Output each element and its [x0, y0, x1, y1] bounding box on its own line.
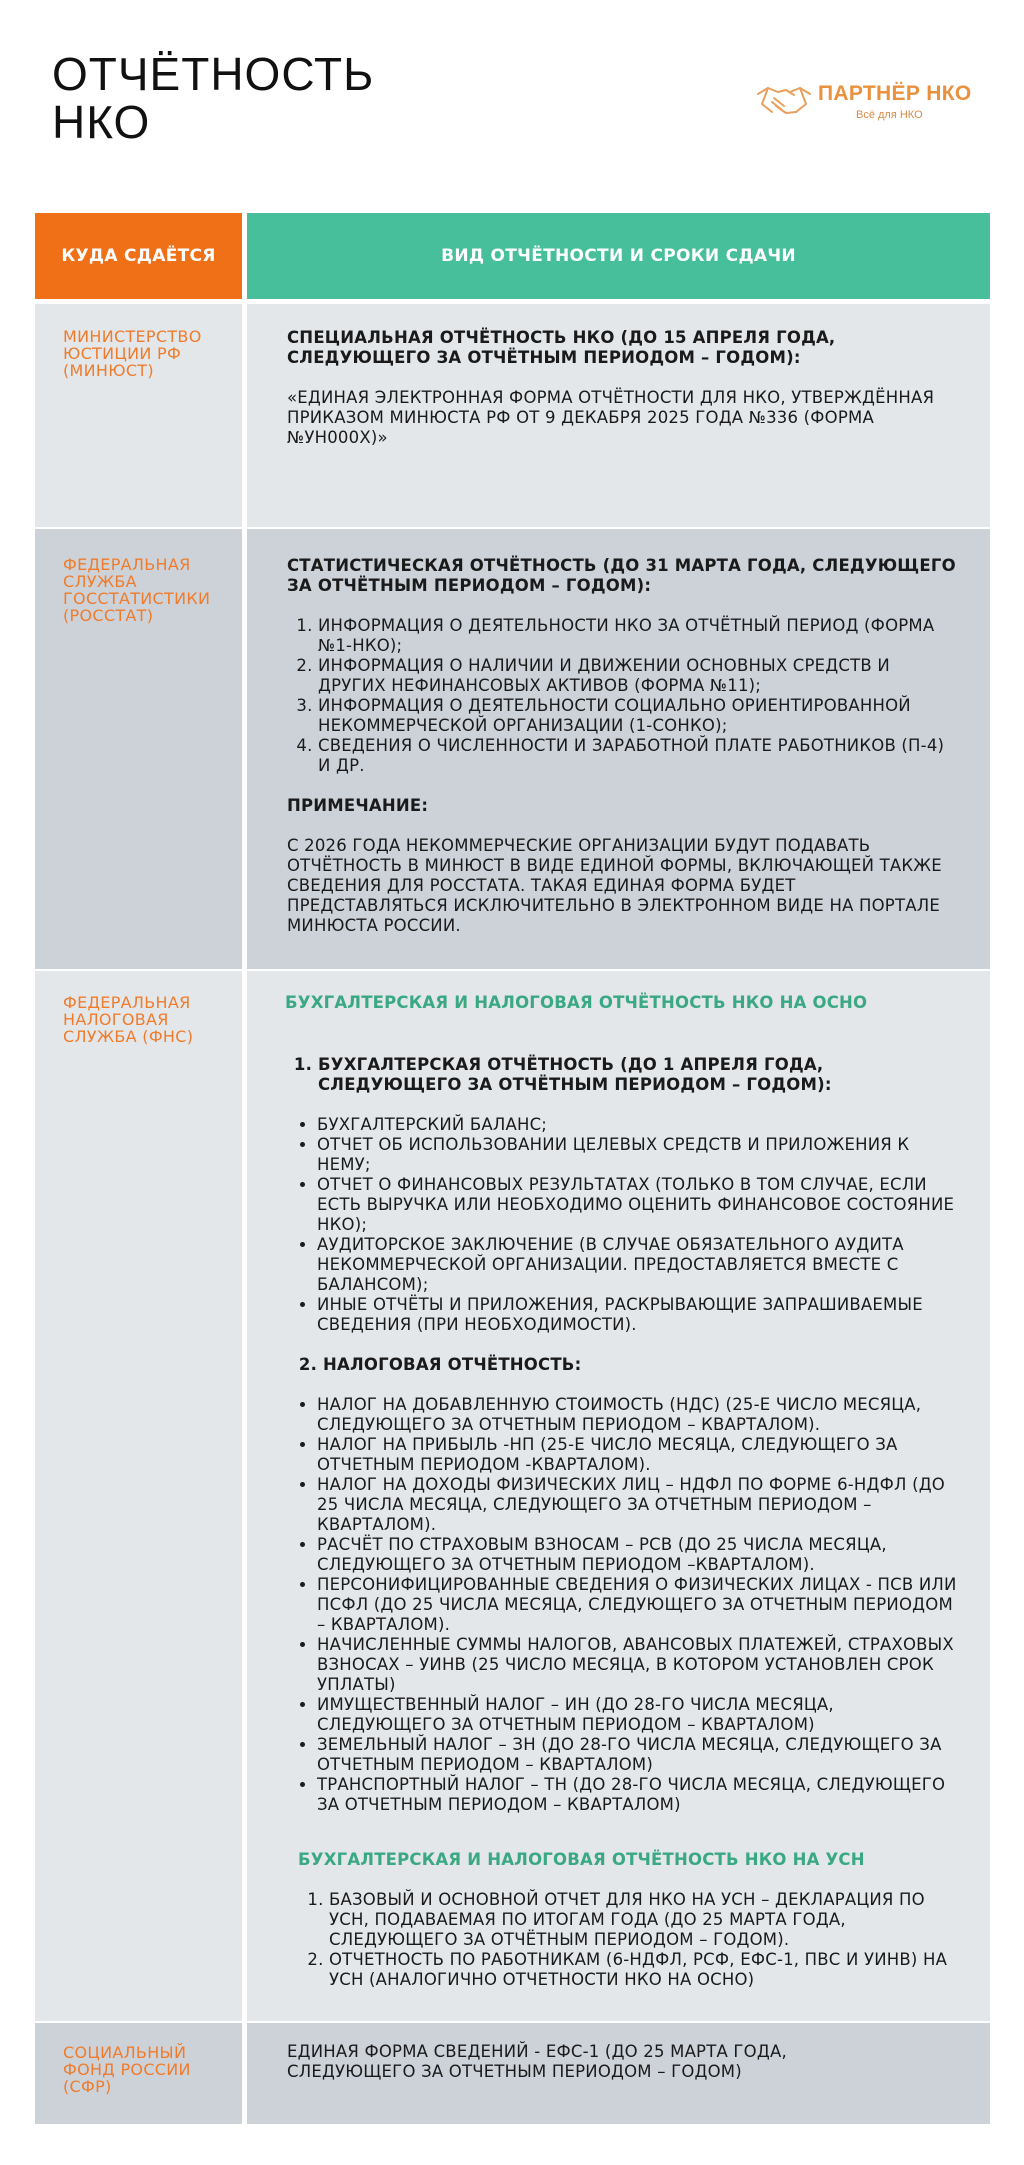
list-item: 4. СВЕДЕНИЯ О ЧИСЛЕННОСТИ И ЗАРАБОТНОЙ ПЛАТЕ РАБОТНИКОВ (П-4) И ДР. [318, 736, 960, 776]
rosstat-list [318, 616, 960, 776]
rosstat-note-heading: ПРИМЕЧАНИЕ: [287, 796, 429, 815]
rosstat-note-text: С 2026 ГОДА НЕКОММЕРЧЕСКИЕ ОРГАНИЗАЦИИ БУДУТ ПОДАВАТЬ ОТЧЁТНОСТЬ В МИНЮСТ В ВИДЕ ЕДИНОЙ ФОРМЫ, ВКЛЮЧАЮЩЕЙ ТАКЖЕ СВЕДЕНИЯ ДЛЯ РОССТАТА. ТАКАЯ ЕДИНАЯ ФОРМА БУДЕТ ПРЕДСТАВЛЯТЬСЯ ИСКЛЮЧИТЕЛЬНО В ЭЛЕКТРОННОМ ВИДЕ НА ПОРТАЛЕ МИНЮСТА РОССИИ. [287, 836, 942, 935]
logo-name: ПАРТНЁР НКО [818, 82, 972, 105]
list-item: • ЗЕМЕЛЬНЫЙ НАЛОГ – ЗН (ДО 28-ГО ЧИСЛА МЕСЯЦА, СЛЕДУЮЩЕГО ЗА ОТЧЕТНЫМ ПЕРИОДОМ – КВАРТАЛОМ) [317, 1735, 960, 1775]
page-title-line2: НКО [52, 96, 151, 148]
list-item: 1. ИНФОРМАЦИЯ О ДЕЯТЕЛЬНОСТИ НКО ЗА ОТЧЁТНЫЙ ПЕРИОД (ФОРМА №1-НКО); [318, 616, 960, 656]
fns-tax-heading: 2. НАЛОГОВАЯ ОТЧЁТНОСТЬ: [323, 1355, 960, 1375]
list-item: • БУХГАЛТЕРСКИЙ БАЛАНС; [317, 1115, 960, 1135]
list-item: • ОТЧЕТ ОБ ИСПОЛЬЗОВАНИИ ЦЕЛЕВЫХ СРЕДСТВ И ПРИЛОЖЕНИЯ К НЕМУ; [317, 1135, 960, 1175]
fns-usn-list [329, 1890, 960, 1990]
list-item: • НАЛОГ НА ДОХОДЫ ФИЗИЧЕСКИХ ЛИЦ – НДФЛ ПО ФОРМЕ 6-НДФЛ (ДО 25 ЧИСЛА МЕСЯЦА, СЛЕДУЮЩЕГО ЗА ОТЧЕТНЫМ ПЕРИОДОМ – КВАРТАЛОМ). [317, 1475, 960, 1535]
header-where-submitted: КУДА СДАЁТСЯ [35, 213, 242, 299]
list-item: 1. БАЗОВЫЙ И ОСНОВНОЙ ОТЧЕТ ДЛЯ НКО НА УСН – ДЕКЛАРАЦИЯ ПО УСН, ПОДАВАЕМАЯ ПО ИТОГАМ ГОДА (ДО 25 МАРТА ГОДА, СЛЕДУЮЩЕГО ЗА ОТЧЁТНЫМ ПЕРИОДОМ – ГОДОМ). [329, 1890, 960, 1950]
handshake-icon [756, 82, 812, 116]
list-item: 3. ИНФОРМАЦИЯ О ДЕЯТЕЛЬНОСТИ СОЦИАЛЬНО ОРИЕНТИРОВАННОЙ НЕКОММЕРЧЕСКОЙ ОРГАНИЗАЦИИ (1-СОНКО); [318, 696, 960, 736]
header-report-type-deadlines: ВИД ОТЧЁТНОСТИ И СРОКИ СДАЧИ [247, 213, 990, 299]
list-item: • ИМУЩЕСТВЕННЫЙ НАЛОГ – ИН (ДО 28-ГО ЧИСЛА МЕСЯЦА, СЛЕДУЮЩЕГО ЗА ОТЧЕТНЫМ ПЕРИОДОМ – КВАРТАЛОМ) [317, 1695, 960, 1735]
org-sfr: СОЦИАЛЬНЫЙ ФОНД РОССИИ (СФР) [63, 2043, 191, 2096]
page-title-line1: ОТЧЁТНОСТЬ [52, 48, 375, 100]
fns-accounting-items [317, 1115, 960, 1335]
list-item: • ОТЧЕТ О ФИНАНСОВЫХ РЕЗУЛЬТАТАХ (ТОЛЬКО В ТОМ СЛУЧАЕ, ЕСЛИ ЕСТЬ ВЫРУЧКА ИЛИ НЕОБХОДИМО ОЦЕНИТЬ ФИНАНСОВОЕ СОСТОЯНИЕ НКО); [317, 1175, 960, 1235]
minjust-text: «ЕДИНАЯ ЭЛЕКТРОННАЯ ФОРМА ОТЧЁТНОСТИ ДЛЯ НКО, УТВЕРЖДЁННАЯ ПРИКАЗОМ МИНЮСТА РФ ОТ 9 ДЕКАБРЯ 2025 ГОДА №336 (ФОРМА №УН000Х)» [287, 388, 935, 447]
list-item: • РАСЧЁТ ПО СТРАХОВЫМ ВЗНОСАМ – РСВ (ДО 25 ЧИСЛА МЕСЯЦА, СЛЕДУЮЩЕГО ЗА ОТЧЕТНЫМ ПЕРИОДОМ –КВАРТАЛОМ). [317, 1535, 960, 1575]
row-fns-left-cell [35, 971, 242, 2021]
list-item: • ПЕРСОНИФИЦИРОВАННЫЕ СВЕДЕНИЯ О ФИЗИЧЕСКИХ ЛИЦАХ - ПСВ ИЛИ ПСФЛ (ДО 25 ЧИСЛА МЕСЯЦА, СЛЕДУЮЩЕГО ЗА ОТЧЕТНЫМ ПЕРИОДОМ – КВАРТАЛОМ). [317, 1575, 960, 1635]
fns-usn-title: БУХГАЛТЕРСКАЯ И НАЛОГОВАЯ ОТЧЁТНОСТЬ НКО НА УСН [298, 1850, 865, 1869]
list-item: • ТРАНСПОРТНЫЙ НАЛОГ – ТН (ДО 28-ГО ЧИСЛА МЕСЯЦА, СЛЕДУЮЩЕГО ЗА ОТЧЕТНЫМ ПЕРИОДОМ – КВАРТАЛОМ) [317, 1775, 960, 1815]
list-item: • АУДИТОРСКОЕ ЗАКЛЮЧЕНИЕ (В СЛУЧАЕ ОБЯЗАТЕЛЬНОГО АУДИТА НЕКОММЕРЧЕСКОЙ ОРГАНИЗАЦИИ. ПРЕДОСТАВЛЯЕТСЯ ВМЕСТЕ С БАЛАНСОМ); [317, 1235, 960, 1295]
fns-osno-title: БУХГАЛТЕРСКАЯ И НАЛОГОВАЯ ОТЧЁТНОСТЬ НКО НА ОСНО [285, 993, 868, 1012]
org-fns: ФЕДЕРАЛЬНАЯ НАЛОГОВАЯ СЛУЖБА (ФНС) [63, 993, 194, 1046]
fns-tax-items [317, 1395, 960, 1815]
list-item: 2. ОТЧЕТНОСТЬ ПО РАБОТНИКАМ (6-НДФЛ, РСФ, ЕФС-1, ПВС И УИНВ) НА УСН (АНАЛОГИЧНО ОТЧЕТНОСТИ НКО НА ОСНО) [329, 1950, 960, 1990]
list-item: 2. ИНФОРМАЦИЯ О НАЛИЧИИ И ДВИЖЕНИИ ОСНОВНЫХ СРЕДСТВ И ДРУГИХ НЕФИНАНСОВЫХ АКТИВОВ (ФОРМА №11); [318, 656, 960, 696]
list-item: • НАЧИСЛЕННЫЕ СУММЫ НАЛОГОВ, АВАНСОВЫХ ПЛАТЕЖЕЙ, СТРАХОВЫХ ВЗНОСАХ – УИНВ (25 ЧИСЛО МЕСЯЦА, В КОТОРОМ УСТАНОВЛЕН СРОК УПЛАТЫ) [317, 1635, 960, 1695]
logo-tagline: Всё для НКО [856, 109, 923, 121]
org-rosstat: ФЕДЕРАЛЬНАЯ СЛУЖБА ГОССТАТИСТИКИ (РОССТАТ) [63, 555, 211, 625]
fns-tax-list [323, 1355, 960, 1375]
fns-accounting-heading: 1. БУХГАЛТЕРСКАЯ ОТЧЁТНОСТЬ (ДО 1 АПРЕЛЯ ГОДА, СЛЕДУЮЩЕГО ЗА ОТЧЁТНЫМ ПЕРИОДОМ – ГОДОМ): [318, 1055, 960, 1095]
fns-accounting-list [318, 1055, 960, 1095]
list-item: • ИНЫЕ ОТЧЁТЫ И ПРИЛОЖЕНИЯ, РАСКРЫВАЮЩИЕ ЗАПРАШИВАЕМЫЕ СВЕДЕНИЯ (ПРИ НЕОБХОДИМОСТИ). [317, 1295, 960, 1335]
list-item: • НАЛОГ НА ДОБАВЛЕННУЮ СТОИМОСТЬ (НДС) (25-Е ЧИСЛО МЕСЯЦА, СЛЕДУЮЩЕГО ЗА ОТЧЕТНЫМ ПЕРИОДОМ – КВАРТАЛОМ). [317, 1395, 960, 1435]
sfr-text: ЕДИНАЯ ФОРМА СВЕДЕНИЙ - ЕФС-1 (ДО 25 МАРТА ГОДА, СЛЕДУЮЩЕГО ЗА ОТЧЕТНЫМ ПЕРИОДОМ – ГОДОМ) [287, 2042, 787, 2081]
list-item: • НАЛОГ НА ПРИБЫЛЬ -НП (25-Е ЧИСЛО МЕСЯЦА, СЛЕДУЮЩЕГО ЗА ОТЧЕТНЫМ ПЕРИОДОМ -КВАРТАЛОМ). [317, 1435, 960, 1475]
page-title [52, 50, 374, 146]
rosstat-heading: СТАТИСТИЧЕСКАЯ ОТЧЁТНОСТЬ (ДО 31 МАРТА ГОДА, СЛЕДУЮЩЕГО ЗА ОТЧЁТНЫМ ПЕРИОДОМ – ГОДОМ): [287, 556, 956, 595]
minjust-heading: СПЕЦИАЛЬНАЯ ОТЧЁТНОСТЬ НКО (ДО 15 АПРЕЛЯ ГОДА, СЛЕДУЮЩЕГО ЗА ОТЧЁТНЫМ ПЕРИОДОМ – ГОДОМ): [287, 328, 836, 367]
partner-nko-logo [756, 80, 976, 124]
org-minjust: МИНИСТЕРСТВО ЮСТИЦИИ РФ (МИНЮСТ) [63, 327, 202, 380]
